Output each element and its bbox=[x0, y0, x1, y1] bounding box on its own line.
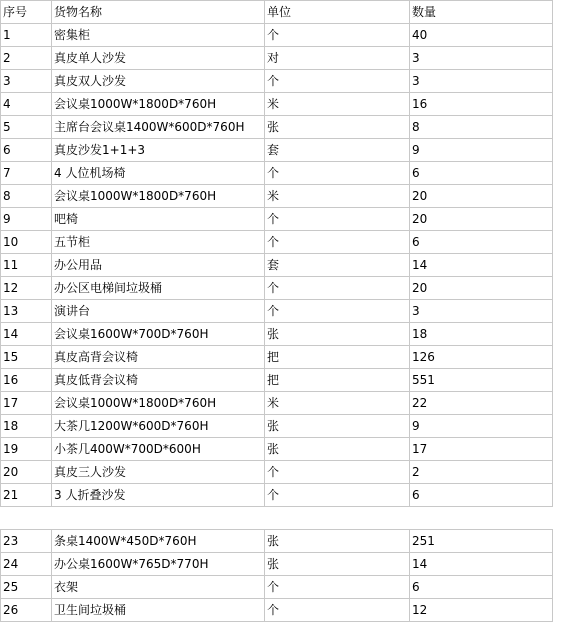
table-header-row bbox=[1, 1, 553, 24]
cell-quantity: 551 bbox=[410, 369, 553, 392]
table-row bbox=[1, 254, 553, 277]
cell-goods-name: 会议桌1000W*1800D*760H bbox=[52, 392, 265, 415]
table-row bbox=[1, 530, 553, 553]
cell-goods-name: 真皮单人沙发 bbox=[52, 47, 265, 70]
cell-index: 14 bbox=[1, 323, 52, 346]
table-row bbox=[1, 300, 553, 323]
cell-quantity: 40 bbox=[410, 24, 553, 47]
cell-unit: 个 bbox=[265, 599, 410, 622]
table-row bbox=[1, 415, 553, 438]
cell-unit: 米 bbox=[265, 93, 410, 116]
cell-index: 11 bbox=[1, 254, 52, 277]
cell-quantity: 12 bbox=[410, 599, 553, 622]
cell-quantity: 20 bbox=[410, 208, 553, 231]
table-row bbox=[1, 93, 553, 116]
cell-index: 18 bbox=[1, 415, 52, 438]
cell-quantity: 9 bbox=[410, 139, 553, 162]
cell-goods-name: 衣架 bbox=[52, 576, 265, 599]
cell-index: 6 bbox=[1, 139, 52, 162]
cell-quantity: 6 bbox=[410, 484, 553, 507]
cell-quantity: 2 bbox=[410, 461, 553, 484]
cell-unit: 个 bbox=[265, 70, 410, 93]
cell-goods-name: 吧椅 bbox=[52, 208, 265, 231]
header-index: 序号 bbox=[1, 1, 52, 24]
cell-goods-name: 真皮高背会议椅 bbox=[52, 346, 265, 369]
cell-goods-name: 卫生间垃圾桶 bbox=[52, 599, 265, 622]
cell-quantity: 251 bbox=[410, 530, 553, 553]
cell-unit: 个 bbox=[265, 576, 410, 599]
header-unit: 单位 bbox=[265, 1, 410, 24]
cell-goods-name: 会议桌1000W*1800D*760H bbox=[52, 185, 265, 208]
cell-index: 2 bbox=[1, 47, 52, 70]
cell-index: 10 bbox=[1, 231, 52, 254]
cell-unit: 套 bbox=[265, 254, 410, 277]
cell-unit: 米 bbox=[265, 185, 410, 208]
cell-unit: 个 bbox=[265, 461, 410, 484]
table-row bbox=[1, 553, 553, 576]
cell-index: 1 bbox=[1, 24, 52, 47]
cell-index: 15 bbox=[1, 346, 52, 369]
header-quantity: 数量 bbox=[410, 1, 553, 24]
cell-goods-name: 真皮低背会议椅 bbox=[52, 369, 265, 392]
cell-goods-name: 主席台会议桌1400W*600D*760H bbox=[52, 116, 265, 139]
cell-quantity: 18 bbox=[410, 323, 553, 346]
cell-index: 25 bbox=[1, 576, 52, 599]
cell-goods-name: 真皮三人沙发 bbox=[52, 461, 265, 484]
table-row bbox=[1, 139, 553, 162]
separator-cell bbox=[1, 507, 553, 530]
cell-quantity: 20 bbox=[410, 277, 553, 300]
cell-quantity: 17 bbox=[410, 438, 553, 461]
cell-quantity: 16 bbox=[410, 93, 553, 116]
cell-unit: 个 bbox=[265, 162, 410, 185]
table-row bbox=[1, 208, 553, 231]
table-row bbox=[1, 231, 553, 254]
cell-unit: 个 bbox=[265, 231, 410, 254]
cell-quantity: 3 bbox=[410, 70, 553, 93]
table-row bbox=[1, 576, 553, 599]
table-row bbox=[1, 369, 553, 392]
cell-goods-name: 演讲台 bbox=[52, 300, 265, 323]
cell-quantity: 6 bbox=[410, 576, 553, 599]
cell-index: 21 bbox=[1, 484, 52, 507]
cell-unit: 个 bbox=[265, 24, 410, 47]
cell-index: 3 bbox=[1, 70, 52, 93]
cell-goods-name: 小茶几400W*700D*600H bbox=[52, 438, 265, 461]
cell-index: 7 bbox=[1, 162, 52, 185]
cell-goods-name: 4 人位机场椅 bbox=[52, 162, 265, 185]
cell-goods-name: 办公区电梯间垃圾桶 bbox=[52, 277, 265, 300]
row-separator bbox=[1, 507, 553, 530]
cell-unit: 张 bbox=[265, 415, 410, 438]
cell-unit: 张 bbox=[265, 530, 410, 553]
cell-goods-name: 会议桌1600W*700D*760H bbox=[52, 323, 265, 346]
cell-quantity: 3 bbox=[410, 300, 553, 323]
table-row bbox=[1, 346, 553, 369]
cell-index: 20 bbox=[1, 461, 52, 484]
table-row bbox=[1, 162, 553, 185]
header-goods-name: 货物名称 bbox=[52, 1, 265, 24]
cell-quantity: 3 bbox=[410, 47, 553, 70]
cell-unit: 个 bbox=[265, 484, 410, 507]
cell-index: 17 bbox=[1, 392, 52, 415]
cell-index: 4 bbox=[1, 93, 52, 116]
cell-goods-name: 真皮沙发1+1+3 bbox=[52, 139, 265, 162]
cell-index: 16 bbox=[1, 369, 52, 392]
cell-index: 8 bbox=[1, 185, 52, 208]
cell-goods-name: 条桌1400W*450D*760H bbox=[52, 530, 265, 553]
cell-quantity: 6 bbox=[410, 231, 553, 254]
cell-goods-name: 会议桌1000W*1800D*760H bbox=[52, 93, 265, 116]
cell-quantity: 8 bbox=[410, 116, 553, 139]
cell-quantity: 14 bbox=[410, 254, 553, 277]
table-row bbox=[1, 438, 553, 461]
cell-unit: 把 bbox=[265, 346, 410, 369]
table-row bbox=[1, 116, 553, 139]
table-row bbox=[1, 185, 553, 208]
cell-unit: 米 bbox=[265, 392, 410, 415]
cell-index: 9 bbox=[1, 208, 52, 231]
table-row bbox=[1, 599, 553, 622]
cell-unit: 对 bbox=[265, 47, 410, 70]
cell-index: 26 bbox=[1, 599, 52, 622]
cell-index: 24 bbox=[1, 553, 52, 576]
cell-quantity: 126 bbox=[410, 346, 553, 369]
table-row bbox=[1, 323, 553, 346]
goods-table-body bbox=[1, 1, 553, 622]
cell-goods-name: 大茶几1200W*600D*760H bbox=[52, 415, 265, 438]
table-row bbox=[1, 24, 553, 47]
table-row bbox=[1, 70, 553, 93]
cell-unit: 把 bbox=[265, 369, 410, 392]
cell-goods-name: 真皮双人沙发 bbox=[52, 70, 265, 93]
table-row bbox=[1, 484, 553, 507]
cell-quantity: 22 bbox=[410, 392, 553, 415]
cell-index: 23 bbox=[1, 530, 52, 553]
cell-quantity: 9 bbox=[410, 415, 553, 438]
cell-goods-name: 五节柜 bbox=[52, 231, 265, 254]
cell-unit: 张 bbox=[265, 553, 410, 576]
cell-unit: 个 bbox=[265, 277, 410, 300]
cell-quantity: 14 bbox=[410, 553, 553, 576]
table-row bbox=[1, 47, 553, 70]
cell-unit: 张 bbox=[265, 323, 410, 346]
cell-unit: 个 bbox=[265, 300, 410, 323]
table-row bbox=[1, 392, 553, 415]
cell-index: 12 bbox=[1, 277, 52, 300]
cell-index: 19 bbox=[1, 438, 52, 461]
table-row bbox=[1, 461, 553, 484]
cell-unit: 张 bbox=[265, 438, 410, 461]
cell-unit: 套 bbox=[265, 139, 410, 162]
cell-unit: 张 bbox=[265, 116, 410, 139]
cell-index: 13 bbox=[1, 300, 52, 323]
table-row bbox=[1, 277, 553, 300]
cell-quantity: 6 bbox=[410, 162, 553, 185]
cell-goods-name: 密集柜 bbox=[52, 24, 265, 47]
cell-goods-name: 办公桌1600W*765D*770H bbox=[52, 553, 265, 576]
cell-unit: 个 bbox=[265, 208, 410, 231]
cell-goods-name: 办公用品 bbox=[52, 254, 265, 277]
cell-quantity: 20 bbox=[410, 185, 553, 208]
cell-index: 5 bbox=[1, 116, 52, 139]
cell-goods-name: 3 人折叠沙发 bbox=[52, 484, 265, 507]
